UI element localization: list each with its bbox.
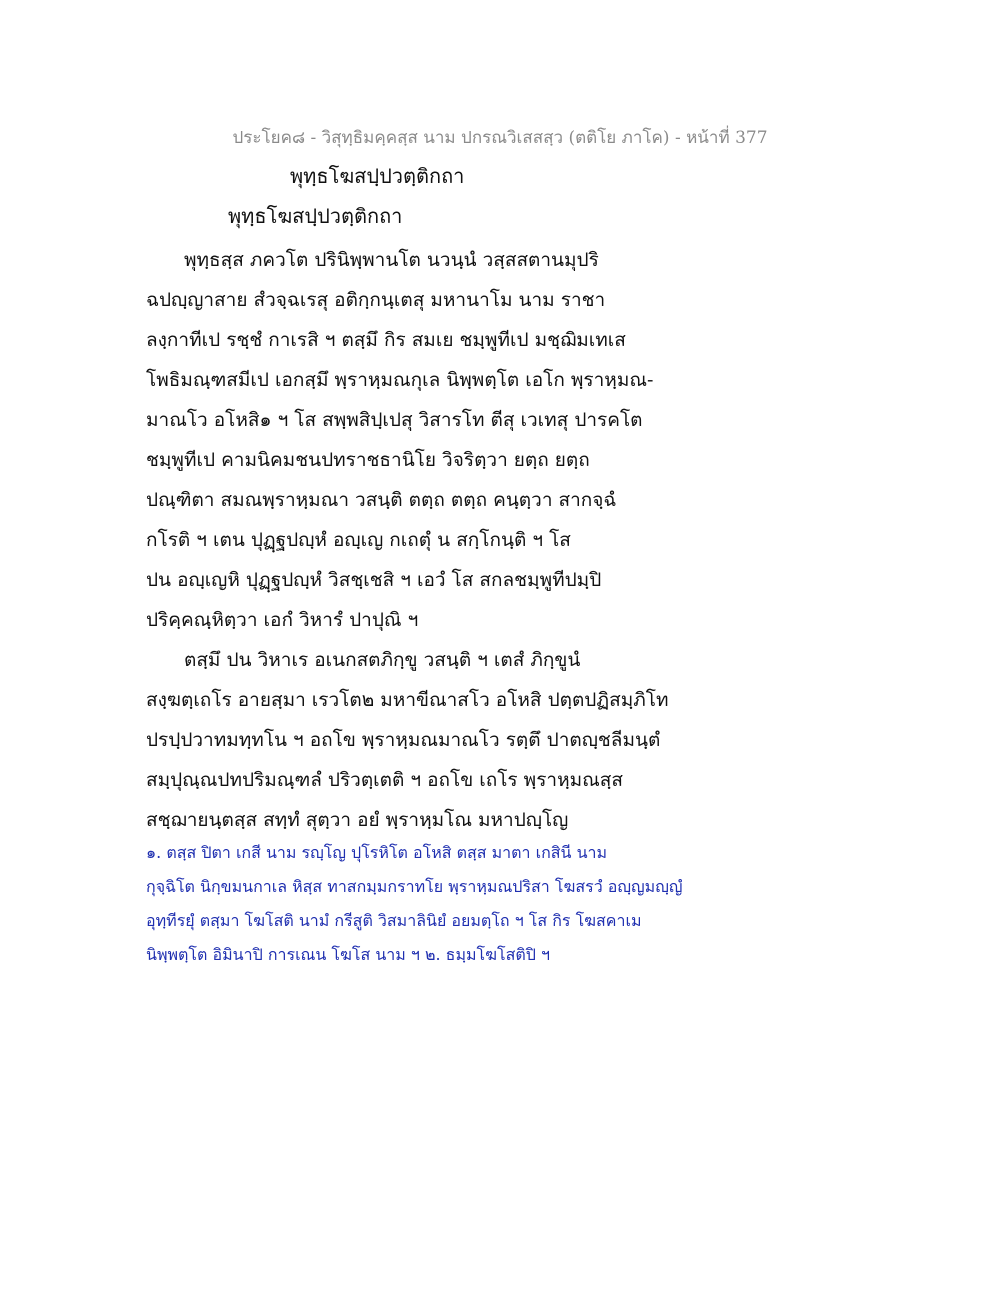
footnotes (146, 836, 726, 972)
body-line: สมฺปุณฺณปทปริมณฺฑลํ ปริวตฺเตติ ฯ อถโข เถโร พฺราหฺมณสฺส (146, 769, 623, 791)
section-title: พุทฺธโฆสปฺปวตฺติกถา (290, 164, 465, 188)
footnote-line: นิพฺพตฺโต อิมินาปิ การเณน โฆโส นาม ฯ ๒. ธมฺมโฆโสติปิ ฯ (146, 945, 550, 964)
footnote-line: ๑. ตสฺส ปิตา เกสี นาม รญฺโญ ปุโรหิโต อโหสิ ตสฺส มาตา เกสินี นาม (146, 843, 608, 862)
body-line: ชมฺพูทีเป คามนิคมชนปทราชธานิโย วิจริตฺวา ยตฺถ ยตฺถ (146, 449, 590, 471)
footnote-line: กุจฺฉิโต นิกฺขมนกาเล หิสฺส ทาสกมฺมกราทโย พฺราหฺมณปริสา โฆสรวํ อญฺญมญฺญํ (146, 877, 683, 896)
body-line: ปณฺฑิตา สมณพฺราหฺมณา วสนฺติ ตตฺถ ตตฺถ คนฺตฺวา สากจฺฉํ (146, 489, 617, 511)
body-line: ลงฺกาทีเป รชฺชํ กาเรสิ ฯ ตสฺมึ กิร สมเย ชมฺพูทีเป มชฺฌิมเทเส (146, 329, 626, 351)
body-line: มาณโว อโหสิ๑ ฯ โส สพฺพสิปฺเปสุ วิสารโท ตีสุ เวเทสุ ปารคโต (146, 409, 643, 431)
footnote-line: อุทฺทีรยุํ ตสฺมา โฆโสติ นามํ กรีสูติ วิสมาลินิยํ อยมตฺโถ ฯ โส กิร โฆสคาเม (146, 911, 642, 930)
body-line: ตสฺมึ ปน วิหาเร อเนกสตภิกฺขู วสนฺติ ฯ เตสํ ภิกฺขูนํ (184, 649, 581, 671)
body-line: ปรปฺปวาทมทฺทโน ฯ อถโข พฺราหฺมณมาณโว รตฺตึ ปาตญฺชลีมนฺตํ (146, 729, 661, 751)
running-header: ประโยค๘ - วิสุทฺธิมคฺคสฺส นาม ปกรณวิเสสสฺว (ตติโย ภาโค) - หน้าที่ 377 (232, 128, 768, 148)
body-line: สงฺฆตฺเถโร อายสฺมา เรวโต๒ มหาขีณาสโว อโหสิ ปตฺตปฏิสมฺภิโท (146, 689, 669, 711)
body-line: โพธิมณฺฑสมีเป เอกสฺมึ พฺราหฺมณกุเล นิพฺพตฺโต เอโก พฺราหฺมณ- (146, 369, 654, 391)
body-line: ปริคฺคณฺหิตฺวา เอกํ วิหารํ ปาปุณิ ฯ (146, 609, 419, 631)
body-line: กโรติ ฯ เตน ปุฏฺฐปญฺหํ อญฺเญ กเถตุํ น สกฺโกนฺติ ฯ โส (146, 529, 571, 551)
body-line: สชฺฌายนฺตสฺส สทฺทํ สุตฺวา อยํ พฺราหฺมโณ มหาปญฺโญ (146, 809, 569, 831)
section-subtitle: พุทฺธโฆสปฺปวตฺติกถา (228, 204, 403, 228)
body-line: ฉปญฺญาสาย สํวจฺฉเรสุ อติกฺกนฺเตสุ มหานาโม นาม ราชา (146, 289, 606, 311)
body-line: ปน อญฺเญหิ ปุฏฺฐปญฺหํ วิสชฺเชสิ ฯ เอวํ โส สกลชมฺพูทีปมฺปิ (146, 569, 602, 591)
body-line: พุทฺธสฺส ภควโต ปรินิพฺพานโต นวนฺนํ วสฺสสตานมุปริ (184, 249, 599, 271)
body-text (146, 240, 669, 840)
